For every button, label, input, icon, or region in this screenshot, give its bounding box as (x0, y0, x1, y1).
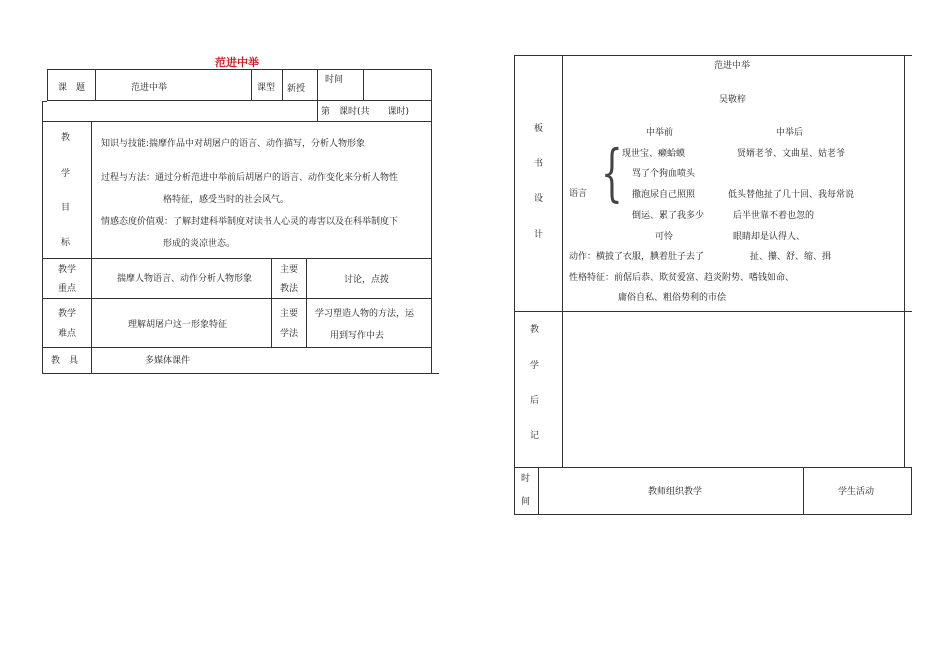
board-title: 范进中举 (714, 61, 751, 71)
rule (42, 298, 431, 299)
rule (47, 100, 431, 101)
board-label-char: 计 (534, 230, 544, 240)
rule (271, 258, 272, 347)
learning-method-label: 主要 (280, 309, 299, 319)
traits-line: 性格特征：前倨后恭、欺贫爱富、趋炎附势、嗜钱如命、 (569, 273, 795, 283)
rule (538, 467, 539, 514)
before-header: 中举前 (646, 128, 674, 138)
language-label: 语言 (569, 189, 588, 199)
objective-label-char: 学 (61, 169, 71, 179)
time-label: 时间 (325, 75, 344, 85)
objective-process-cont: 格特征，感受当时的社会风气。 (163, 195, 290, 205)
objective-process: 过程与方法：通过分析范进中举前后胡屠户的语言、动作变化来分析人物性 (101, 173, 399, 183)
after-header: 中举后 (776, 128, 804, 138)
board-label-char: 板 (534, 124, 544, 134)
rule (251, 69, 252, 101)
lesson-type-label: 课型 (257, 83, 276, 93)
rule (514, 514, 912, 515)
difficulties-content: 理解胡屠户这一形象特征 (128, 320, 228, 330)
after-line: 贤婿老爷、文曲星、姑老爷 (737, 149, 846, 159)
rule (95, 69, 96, 101)
postscript-label-char: 教 (530, 325, 540, 335)
postscript-label-char: 学 (530, 361, 540, 371)
tools-label: 教 具 (51, 356, 79, 366)
student-activity-header: 学生活动 (838, 487, 875, 497)
rule (431, 69, 432, 373)
rule (42, 121, 431, 122)
teaching-method-value: 讨论，点拨 (344, 275, 390, 285)
rule (42, 101, 43, 373)
time-label: 时 (521, 474, 531, 484)
objective-label-char: 目 (61, 203, 71, 213)
time-label: 间 (521, 497, 531, 507)
rule (514, 55, 912, 56)
rule (514, 55, 515, 514)
lesson-type-value: 新授 (287, 84, 306, 94)
objective-label-char: 标 (61, 238, 71, 248)
page-title: 范进中举 (215, 56, 259, 69)
learning-method-label: 学法 (280, 329, 299, 339)
period-count: 第 课时(共 课时) (321, 107, 410, 117)
difficulties-label: 难点 (58, 329, 77, 339)
teaching-method-label: 主要 (280, 265, 299, 275)
after-line: 后半世靠不着也忽的 (733, 211, 815, 221)
after-line: 低头替他扯了几十回、我每常说 (728, 190, 855, 200)
rule (562, 55, 563, 467)
rule (42, 373, 439, 374)
action-after: 扯、攥、舒、缩、揖 (750, 252, 832, 262)
rule (904, 55, 905, 467)
topic-label: 课 题 (58, 83, 86, 93)
objective-knowledge: 知识与技能:揣摩作品中对胡屠户的语言、动作描写，分析人物形象 (101, 139, 366, 149)
rule (317, 69, 318, 121)
rule (911, 467, 912, 514)
rule (803, 467, 804, 514)
key-points-label: 教学 (58, 265, 77, 275)
board-label-char: 书 (534, 159, 544, 169)
traits-line-cont: 庸俗自私、粗俗势利的市侩 (618, 293, 727, 303)
rule (363, 69, 364, 101)
board-author: 吴敬梓 (719, 95, 747, 105)
after-line: 眼睛却是认得人、 (733, 232, 806, 242)
difficulties-label: 教学 (58, 309, 77, 319)
key-points-content: 揣摩人物语言、动作分析人物形象 (117, 274, 253, 284)
rule (42, 258, 431, 259)
objective-emotion: 情感态度价值观：了解封建科举制度对读书人心灵的毒害以及在科举制度下 (101, 217, 399, 227)
rule (91, 121, 92, 373)
rule (514, 311, 912, 312)
board-label-char: 设 (534, 194, 544, 204)
before-line: 现世宝、癞蛤蟆 (622, 149, 686, 159)
key-points-label: 重点 (58, 284, 77, 294)
rule (282, 69, 283, 101)
learning-method-value: 学习塑造人物的方法，运 (315, 309, 415, 319)
teacher-activity-header: 教师组织教学 (648, 487, 703, 497)
rule (42, 347, 431, 348)
left-brace-icon: { (601, 136, 623, 209)
learning-method-value-cont: 用到写作中去 (330, 331, 385, 341)
postscript-label-char: 后 (530, 396, 540, 406)
teaching-method-label: 教法 (280, 284, 299, 294)
before-line: 可怜 (655, 232, 674, 242)
rule (306, 258, 307, 347)
postscript-label-char: 记 (530, 431, 540, 441)
tools-content: 多媒体课件 (145, 356, 191, 366)
action-line: 动作：横披了衣服，腆着肚子去了 (569, 252, 705, 262)
before-line: 骂了个狗血喷头 (632, 169, 696, 179)
objective-emotion-cont: 形成的炎凉世态。 (163, 239, 236, 249)
rule (514, 467, 912, 468)
rule (47, 69, 431, 70)
objective-label-char: 教 (61, 133, 71, 143)
before-line: 倒运、累了我多少 (632, 211, 705, 221)
before-line: 撒泡尿自己照照 (632, 190, 696, 200)
topic-value: 范进中举 (131, 83, 168, 93)
rule (47, 69, 48, 101)
